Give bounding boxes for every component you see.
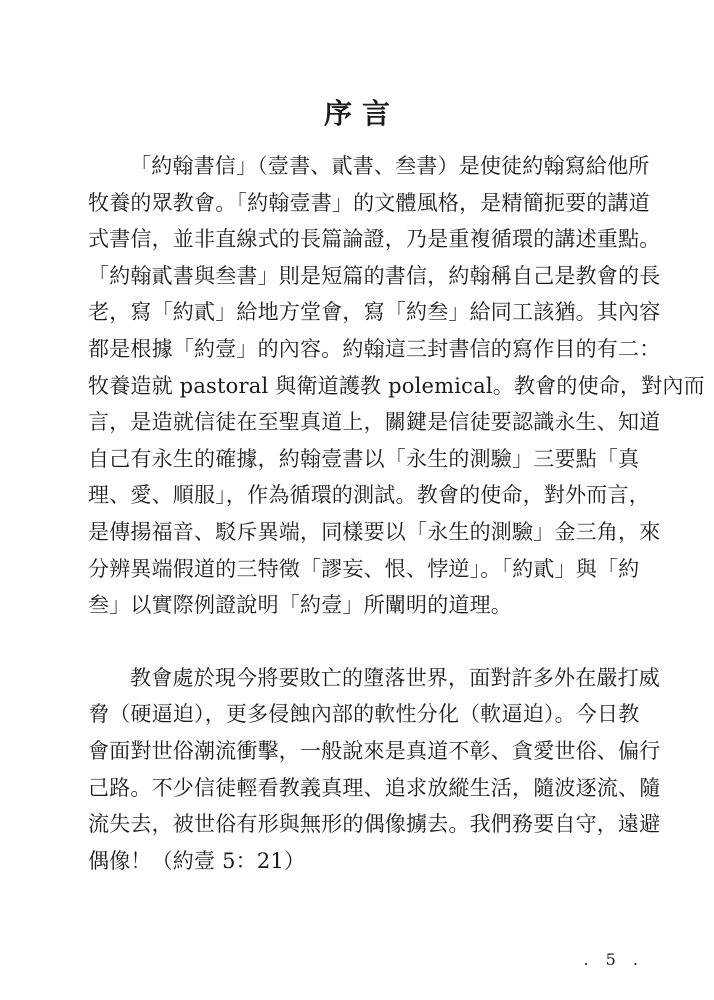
paragraph-2 <box>88 660 661 880</box>
text-line: 是傳揚福音、駁斥異端，同樣要以「永生的測驗」金三角，來 <box>88 519 661 544</box>
body-text <box>88 148 705 879</box>
page-title: 序言 <box>323 97 400 130</box>
text-line: 會面對世俗潮流衝擊，一般說來是真道不彰、貪愛世俗、偏行 <box>88 738 661 763</box>
paragraph-gap <box>88 624 634 660</box>
text-line: 老，寫「約貳」給地方堂會，寫「約叁」給同工該猶。其內容 <box>88 300 661 325</box>
text-line: 理、愛、順服」，作為循環的測試。教會的使命，對外而言， <box>88 483 650 508</box>
text-line: 分辨異端假道的三特徵「謬妄、恨、悖逆」。「約貳」與「約 <box>88 556 640 581</box>
text-line: 牧養的眾教會。「約翰壹書」的文體風格，是精簡扼要的講道 <box>88 190 650 215</box>
text-line: 「約翰貳書與叁書」則是短篇的書信，約翰稱自己是教會的長 <box>88 263 661 288</box>
text-line: 己路。不少信徒輕看教義真理、追求放縱生活，隨波逐流、隨 <box>88 775 661 800</box>
text-line: 都是根據「約壹」的內容。約翰這三封書信的寫作目的有二： <box>88 336 661 361</box>
text-line: 叁」以實際例證說明「約壹」所闡明的道理。 <box>88 593 512 618</box>
text-line: 「約翰書信」（壹書、貳書、叁書）是使徒約翰寫給他所 <box>130 154 650 178</box>
paragraph-1 <box>88 148 705 624</box>
page-number: . 5 . <box>583 950 644 969</box>
text-line: 式書信，並非直線式的長篇論證，乃是重複循環的講述重點。 <box>88 227 661 252</box>
text-line: 牧養造就 pastoral 與衛道護教 polemical。教會的使命，對內而 <box>88 373 705 398</box>
text-line: 教會處於現今將要敗亡的墮落世界，面對許多外在嚴打威 <box>130 665 660 690</box>
text-line: 自己有永生的確據，約翰壹書以「永生的測驗」三要點「真 <box>88 446 640 471</box>
text-line: 脅（硬逼迫），更多侵蝕內部的軟性分化（軟逼迫）。今日教 <box>88 702 640 727</box>
text-line: 言，是造就信徒在至聖真道上，關鍵是信徒要認識永生、知道 <box>88 410 661 435</box>
text-line: 偶像！（約壹 5：21） <box>88 848 306 873</box>
text-line: 流失去，被世俗有形與無形的偶像擄去。我們務要自守，遠避 <box>88 812 661 837</box>
